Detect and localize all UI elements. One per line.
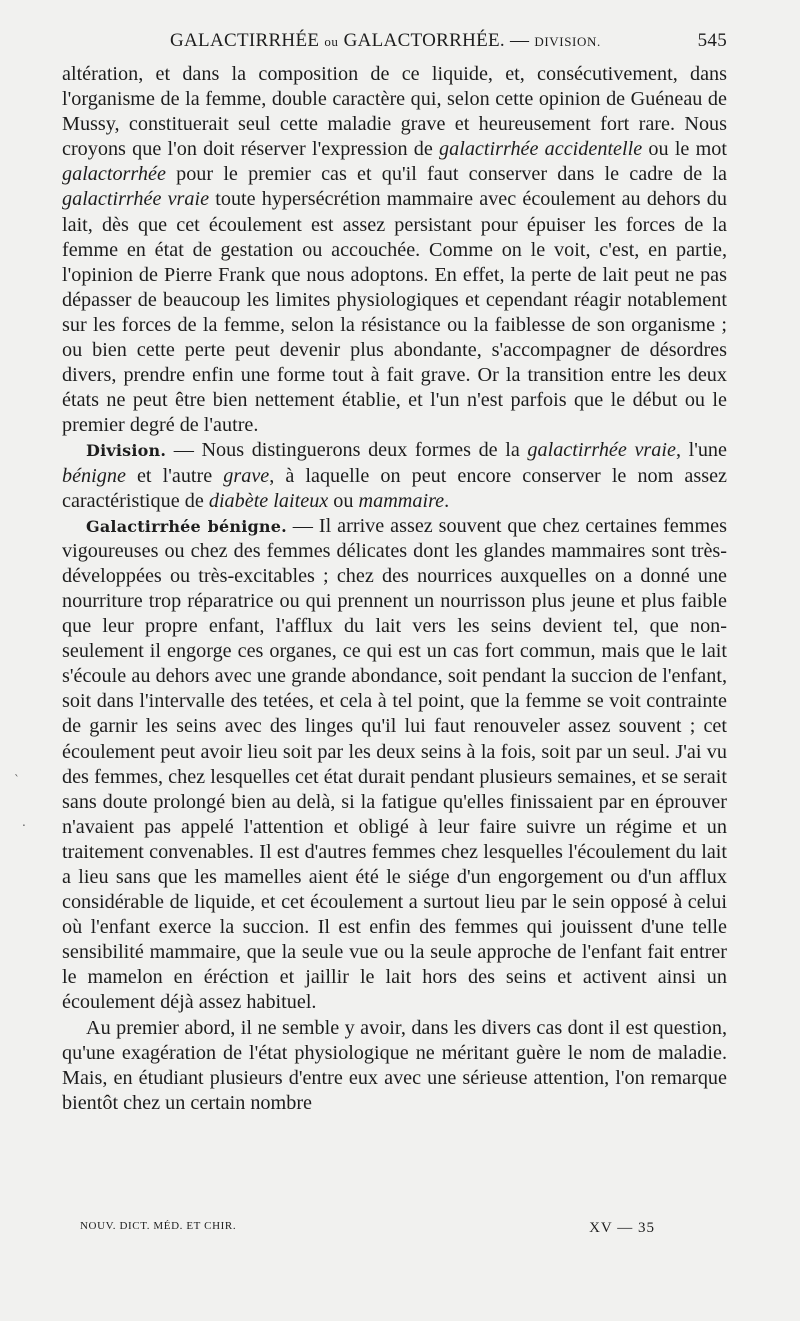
italic-term: grave bbox=[223, 464, 270, 487]
margin-mark: ` bbox=[14, 773, 20, 787]
margin-mark: . bbox=[22, 815, 26, 829]
section-heading-benigne: Galactirrhée bénigne. bbox=[86, 516, 287, 536]
section-name: DIVISION. bbox=[534, 34, 601, 49]
text-run: altération, et dans la composition de ce liquide, et, consécutivement, dans l'organisme de la femme, double caractère qui, selon cette opinion de Guéneau de Mussy, constituerait seul cette maladie grave et heureusement fort rare. Nous croyons que l'on doit réserver l'expression de bbox=[62, 63, 727, 161]
page-number: 545 bbox=[697, 30, 727, 51]
title-part2: GALACTORRHÉE. bbox=[343, 30, 505, 51]
italic-term: diabète laiteux bbox=[208, 489, 329, 512]
text-run: Au premier abord, il ne semble y avoir, dans les divers cas dont il est question, qu'une exagération de l'état physiologique ne méritant guère le nom de maladie. Mais, en étudiant plusieurs d'entre eux avec une sérieuse attention, l'on remarque bientôt chez un certain nombre bbox=[62, 1016, 727, 1114]
title-dash: — bbox=[510, 30, 530, 51]
section-heading-division: Division. bbox=[86, 441, 167, 461]
text-run: , à laquelle on peut encore conserver le nom assez caractéristique de bbox=[62, 464, 727, 512]
text-run: pour le premier cas et qu'il faut conserver dans le cadre de la bbox=[165, 163, 727, 186]
text-run: toute hypersécrétion mammaire avec écoulement au dehors du lait, dès que cet écoulement est assez persistant pour épuiser les forces de la femme en état de gestation ou accouchée. Comme on le voit, c'est, en partie, l'opinion de Pierre Frank que nous adoptons. En effet, la perte de lait peut ne pas dépasser de beaucoup les limites physiologiques et cependant réagir notablement sur les forces de la femme, selon la résistance ou la faiblesse de son organisme ; ou bien cette perte peut devenir plus abondante, s'accompagner de désordres divers, prendre enfin une forme tout à fait grave. Or la transition entre les deux états ne peut être bien nettement établie, et l'un n'est parfois que le début ou le premier degré de l'autre. bbox=[62, 188, 727, 437]
italic-term: galactirrhée vraie bbox=[527, 439, 676, 462]
footer-volume: XV — 35 bbox=[589, 1220, 655, 1236]
italic-term: galactirrhée accidentelle bbox=[439, 138, 643, 161]
page bbox=[62, 30, 727, 1116]
text-run: — Il arrive assez souvent que chez certaines femmes vigoureuses ou chez des femmes délicates dont les glandes mammaires sont très-développées ou très-excitables ; chez des nourrices auxquelles on a donné une nourriture trop réparatrice ou qui prennent un nourrisson plus jeune et plus faible que leur propre enfant, l'afflux du lait vers les seins devient tel, que non-seulement il engorge ces organes, ce qui est un cas fort commun, mais que le lait s'écoule au dehors avec une grande abondance, soit pendant la succion de l'enfant, soit dans l'intervalle des tetées, et cela à tel point, que la femme se voit contrainte de garnir les seins avec des linges qu'il lui faut renouveler assez souvent ; cet écoulement peut avoir lieu soit par les deux seins à la fois, soit par un seul. J'ai vu des femmes, chez lesquelles cet état durait pendant plusieurs semaines, et se serait sans doute prolongé bien au delà, si la fatigue qu'elles finissaient par en éprouver n'avaient pas appelé l'attention et obligé à leur faire suivre un régime et un traitement convenables. Il est d'autres femmes chez lesquelles l'écoulement du lait a lieu sans que les mamelles aient été le siége d'un engorgement ou d'un afflux considérable de liquide, et cet écoulement a surtout lieu par le sein opposé à celui où l'enfant exerce la succion. Il est enfin des femmes qui jouissent d'une telle sensibilité mammaire, que la seule vue ou la seule approche de l'enfant fait entrer le mamelon en éréction et jaillir le lait hors des seins et activent ainsi un écoulement déjà assez habituel. bbox=[62, 514, 727, 1014]
running-head bbox=[62, 30, 727, 58]
text-run: et l'autre bbox=[125, 464, 224, 487]
paragraph-continuation bbox=[62, 62, 727, 438]
italic-term: mammaire bbox=[358, 489, 445, 512]
footer-signature: NOUV. DICT. MÉD. ET CHIR. bbox=[80, 1220, 237, 1232]
italic-term: galactorrhée bbox=[62, 163, 166, 186]
paragraph-division bbox=[62, 438, 727, 513]
text-run: ou bbox=[328, 489, 359, 512]
title-part1: GALACTIRRHÉE bbox=[170, 30, 320, 51]
body-text bbox=[62, 62, 727, 1116]
text-run: . bbox=[444, 489, 450, 512]
text-run: — Nous distinguerons deux formes de la bbox=[166, 439, 528, 462]
text-run: , l'une bbox=[675, 439, 727, 462]
text-run: ou le mot bbox=[642, 138, 727, 161]
paragraph-benigne bbox=[62, 514, 727, 1016]
running-title bbox=[170, 30, 601, 52]
italic-term: galactirrhée vraie bbox=[62, 188, 210, 211]
paragraph-last bbox=[62, 1016, 727, 1116]
title-connector: ou bbox=[324, 34, 339, 49]
page-footer bbox=[80, 1220, 655, 1237]
italic-term: bénigne bbox=[62, 464, 126, 487]
